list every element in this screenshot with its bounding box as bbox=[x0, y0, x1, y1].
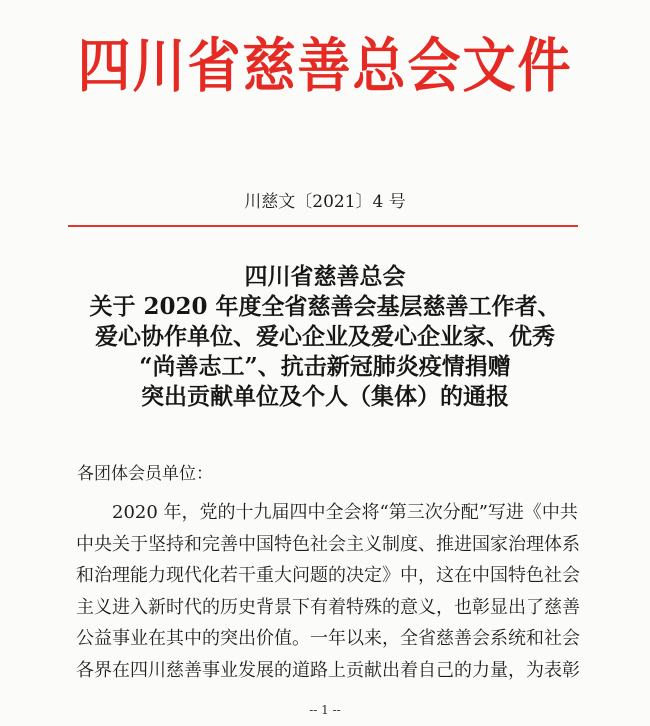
title-line: 爱心协作单位、爱心企业及爱心企业家、优秀 bbox=[95, 323, 555, 350]
title-line: 关于 2020 年度全省慈善会基层慈善工作者、 bbox=[89, 293, 561, 320]
body-line: 公益事业在其中的突出价值。一年以来，全省慈善会系统和社会 bbox=[76, 628, 580, 650]
page-number: -- 1 -- bbox=[309, 703, 341, 717]
document-number: 川慈文〔2021〕4 号 bbox=[244, 192, 406, 212]
title-line: 四川省慈善总会 bbox=[244, 263, 406, 290]
body-line: 2020 年，党的十九届四中全会将“第三次分配”写进《中共 bbox=[112, 502, 578, 523]
body-line: 主义进入新时代的历史背景下有着特殊的意义，也彰显出了慈善 bbox=[76, 596, 580, 618]
salutation: 各团体会员单位： bbox=[77, 464, 213, 484]
body-line: 中央关于坚持和完善中国特色社会主义制度、推进国家治理体系 bbox=[76, 533, 580, 555]
body-line: 各界在四川慈善事业发展的道路上贡献出着自己的力量，为表彰 bbox=[76, 659, 580, 681]
issuer-heading: 四川省慈善总会文件 bbox=[77, 31, 573, 101]
body-text bbox=[76, 497, 580, 687]
body-line: 和治理能力现代化若干重大问题的决定》中，这在中国特色社会 bbox=[76, 565, 580, 587]
title-line: 突出贡献单位及个人（集体）的通报 bbox=[141, 383, 509, 410]
red-divider bbox=[68, 225, 578, 227]
title-line: “尚善志工”、抗击新冠肺炎疫情捐赠 bbox=[139, 353, 511, 380]
document-title bbox=[0, 262, 650, 412]
